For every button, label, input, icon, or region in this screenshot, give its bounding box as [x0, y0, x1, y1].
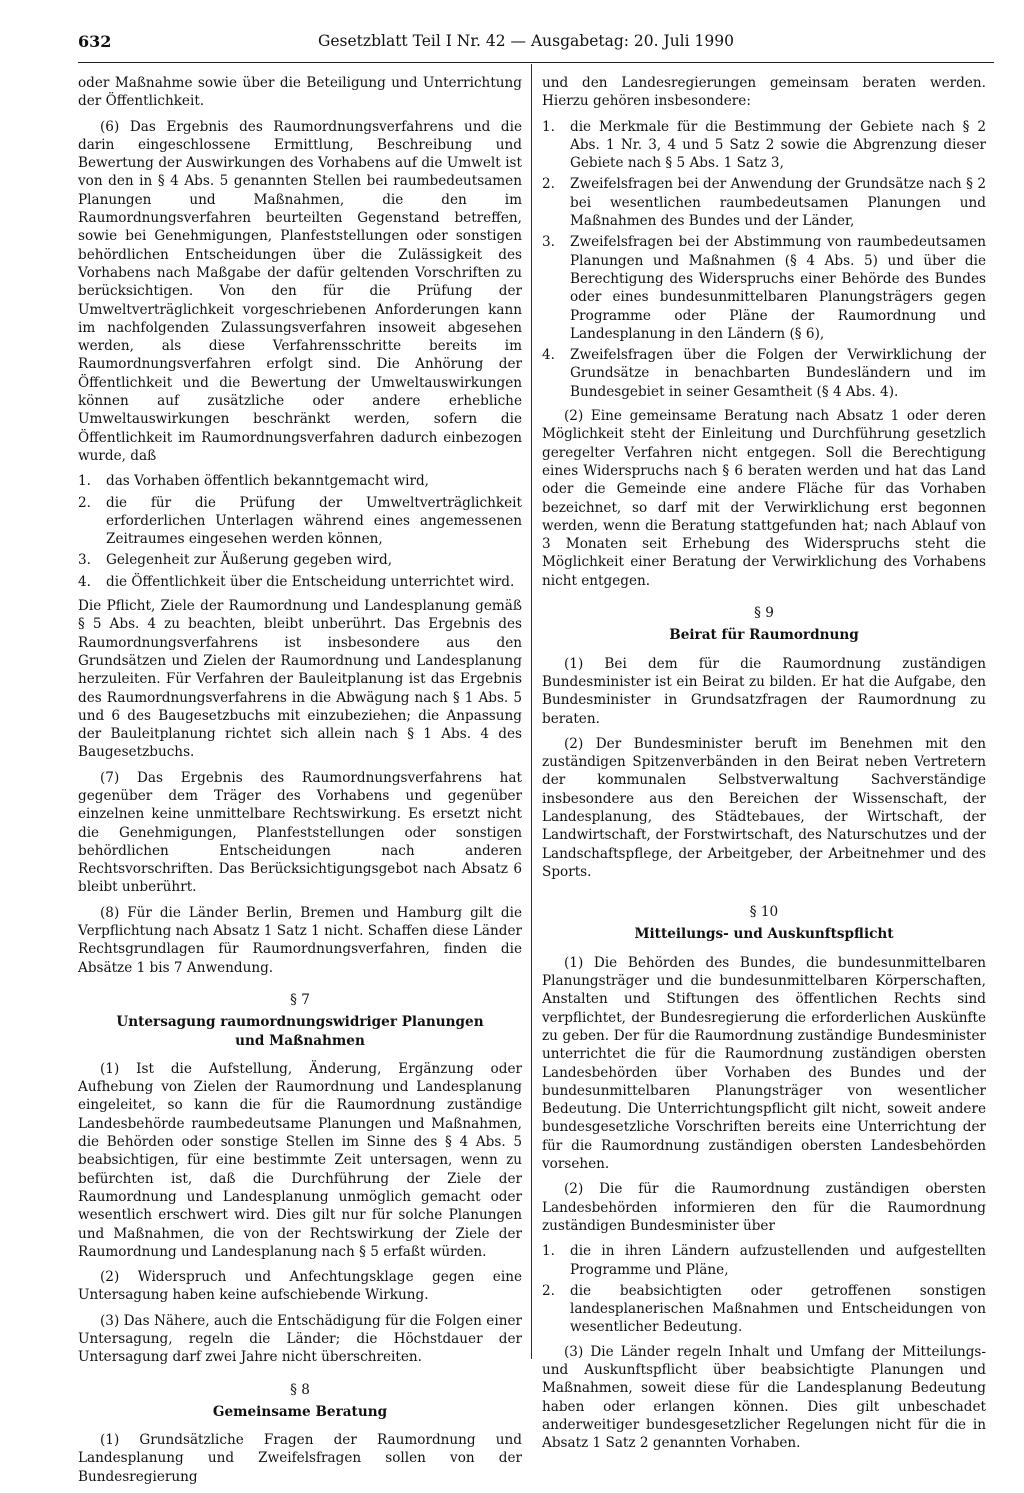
section-10-paragraph-2: (2) Die für die Raumordnung zuständigen obersten Landesbehörden informieren den für die Raumordnung zuständigen Bundesminister über [542, 1181, 986, 1234]
section-9-paragraph-2: (2) Der Bundesminister beruft im Benehmen mit den zuständigen Spitzenverbänden in den Beirat neben Vertretern der kommunalen Selbstverwaltung Sachverständige insbesondere aus den Bereichen der Wissenschaft, der Landesplanung, des Städtebaues, der Wirtschaft, der Landwirtschaft, der Forstwirtschaft, des Naturschutzes und der Landschaftspflege, der Arbeitgeber, der Arbeitnehmer und des Sports. [542, 735, 986, 880]
paragraph-continuation: oder Maßnahme sowie über die Beteiligung und Unterrichtung der Öffentlichkeit. [78, 75, 522, 110]
list-item [78, 551, 522, 569]
list-item [542, 346, 986, 401]
header-title: Gesetzblatt Teil I Nr. 42 — Ausgabetag: 20. Juli 1990 [318, 32, 734, 50]
paragraph-6: (6) Das Ergebnis des Raumordnungsverfahrens und die darin eingeschlossene Ermittlung, Beschreibung und Bewertung der Auswirkungen des Vorhabens auf die Umwelt ist von den in § 4 Abs. 5 genannten Stellen bei raumbedeutsamen Planungen und Maßnahmen, die den im Raumordnungsverfahren beurteilten Gegenstand betreffen, sowie bei Genehmigungen, Planfeststellungen oder sonstigen behördlichen Entscheidungen über die Zulässigkeit des Vorhabens nach Maßgabe der dafür geltenden Vorschriften zu berücksichtigen. Von den für die Prüfung der Umweltverträglichkeit vorgeschriebenen Anforderungen kann im nachfolgenden Zulassungsverfahren insoweit abgesehen werden, als diese Verfahrensschritte bereits im Raumordnungsverfahren erfolgt sind. Die Anhörung der Öffentlichkeit und die Bewertung der Umweltauswirkungen können auf zusätzliche oder andere erhebliche Umweltauswirkungen beschränkt werden, sofern die Öffentlichkeit im Raumordnungsverfahren dadurch einbezogen wurde, daß [78, 118, 522, 464]
list-item [78, 573, 522, 591]
list-text: die Merkmale für die Bestimmung der Gebiete nach § 2 Abs. 1 Nr. 3, 4 und 5 Satz 2 sowie die Abgrenzung dieser Gebiete nach § 5 Abs. 1 Satz 3, [570, 118, 986, 172]
list-text: Zweifelsfragen bei der Abstimmung von raumbedeutsamen Planungen und Maßnahmen (§ 4 Abs. 5) und über die Berechtigung des Widerspruchs einer Behörde des Bundes oder eines bundesunmittelbaren Planungsträgers gegen Programme oder Pläne der Raumordnung und Landesplanung in den Ländern (§ 6), [570, 234, 986, 342]
section-7-title-line-1: Untersagung raumordnungswidriger Planungen [116, 1014, 484, 1031]
right-column [542, 74, 986, 1459]
list-number: 2. [542, 1282, 555, 1299]
page-header [78, 32, 994, 58]
list-item [542, 1282, 986, 1337]
section-9-paragraph-1: (1) Bei dem für die Raumordnung zuständigen Bundesminister ist ein Beirat zu bilden. Er hat die Aufgabe, den Bundesminister in Grundsatzfragen der Raumordnung zu beraten. [542, 655, 986, 727]
section-7-paragraph-3: (3) Das Nähere, auch die Entschädigung für die Folgen einer Untersagung, regeln die Länder; die Höchstdauer der Untersagung darf zwei Jahre nicht überschreiten. [78, 1312, 522, 1366]
paragraph-6b: Die Pflicht, Ziele der Raumordnung und Landesplanung gemäß § 5 Abs. 4 zu beachten, bleibt unberührt. Das Ergebnis des Raumordnungsverfahrens ist insbesondere aus den Grundsätzen und Zielen der Raumordnung und Landesplanung herzuleiten. Für Verfahren der Bauleitplanung ist das Ergebnis des Raumordnungsverfahrens in die Abwägung nach § 1 Abs. 5 und 6 des Baugesetzbuchs mit einzubeziehen; die Anpassung der Bauleitplanung richtet sich allein nach § 1 Abs. 4 des Baugesetzbuchs. [78, 598, 522, 761]
list-10 [542, 1242, 986, 1336]
list-item [542, 118, 986, 173]
page-number: 632 [78, 32, 112, 51]
list-text: Zweifelsfragen bei der Anwendung der Grundsätze nach § 2 bei wesentlichen raumbedeutsamen Planungen und Maßnahmen des Bundes und der Länder, [570, 176, 986, 230]
list-number: 1. [78, 473, 91, 490]
section-7-heading: § 7 [290, 991, 310, 1008]
list-item [78, 494, 522, 549]
header-rule [78, 62, 994, 63]
section-8-title: Gemeinsame Beratung [212, 1403, 388, 1420]
section-10-title: Mitteilungs- und Auskunftspflicht [634, 926, 894, 943]
list-number: 3. [78, 552, 91, 569]
list-text: die in ihren Ländern aufzustellenden und aufgestellten Programme und Pläne, [570, 1243, 986, 1278]
list-item [542, 233, 986, 343]
column-divider [531, 64, 532, 1359]
left-column [78, 74, 522, 1493]
list-text: Gelegenheit zur Äußerung gegeben wird, [106, 552, 393, 569]
section-8-paragraph-1: (1) Grundsätzliche Fragen der Raumordnung und Landesplanung und Zweifelsfragen sollen von der Bundesregierung [78, 1432, 522, 1485]
section-7-title-line-2: und Maßnahmen [235, 1032, 365, 1049]
section-7-title [78, 1013, 522, 1050]
list-item [542, 1242, 986, 1279]
list-number: 2. [542, 176, 555, 193]
list-text: die Öffentlichkeit über die Entscheidung unterrichtet wird. [106, 573, 515, 590]
paragraph-8: (8) Für die Länder Berlin, Bremen und Hamburg gilt die Verpflichtung nach Absatz 1 Satz 1 nicht. Schaffen diese Länder Rechtsgrundlagen für Raumordnungsverfahren, finden die Absätze 1 bis 7 Anwendung. [78, 904, 522, 976]
section-10-heading: § 10 [749, 904, 779, 921]
list-number: 3. [542, 234, 555, 251]
section-10-paragraph-1: (1) Die Behörden des Bundes, die bundesunmittelbaren Planungsträger und die bundesunmittelbaren Körperschaften, Anstalten und Stiftungen des öffentlichen Rechts sind verpflichtet, der Bundesregierung die erforderlichen Auskünfte zu geben. Der für die Raumordnung zuständige Bundesminister unterrichtet die für die Raumordnung zuständigen obersten Landesbehörden über Vorhaben des Bundes und der bundesunmittelbaren Planungsträger von wesentlicher Bedeutung. Die Unterrichtungspflicht gilt nicht, soweit andere bundesgesetzliche Vorschriften bereits eine Unterrichtung der für die Raumordnung zuständigen obersten Landesbehörden vorsehen. [542, 954, 986, 1173]
list-number: 4. [542, 347, 555, 364]
paragraph-7: (7) Das Ergebnis des Raumordnungsverfahrens hat gegenüber dem Träger des Vorhabens und gegenüber einzelnen keine unmittelbare Rechtswirkung. Es ersetzt nicht die Genehmigungen, Planfeststellungen oder sonstigen behördlichen Entscheidungen nach anderen Rechtsvorschriften. Das Berücksichtigungsgebot nach Absatz 6 bleibt unberührt. [78, 769, 522, 896]
paragraph-continuation: und den Landesregierungen gemeinsam beraten werden. Hierzu gehören insbesondere: [542, 75, 986, 110]
list-number: 1. [542, 1243, 555, 1260]
section-10-paragraph-3: (3) Die Länder regeln Inhalt und Umfang der Mitteilungs- und Auskunftspflicht über beabsichtigte Planungen und Maßnahmen, soweit diese für die Landesplanung Bedeutung haben oder erlangen können. Dies gilt unbeschadet anderweitiger bundesgesetzlicher Regelungen nicht für die in Absatz 1 Satz 2 genannten Vorhaben. [542, 1343, 986, 1452]
section-9-heading: § 9 [754, 605, 774, 622]
list-item [78, 472, 522, 490]
list-number: 2. [78, 494, 91, 511]
list-number: 4. [78, 573, 91, 590]
section-9-title: Beirat für Raumordnung [669, 627, 859, 644]
section-8-heading: § 8 [290, 1381, 310, 1398]
list-8 [542, 118, 986, 401]
section-7-paragraph-2: (2) Widerspruch und Anfechtungsklage gegen eine Untersagung haben keine aufschiebende Wirkung. [78, 1269, 522, 1304]
list-text: die beabsichtigten oder getroffenen sonstigen landesplanerischen Maßnahmen und Entscheidungen von wesentlicher Bedeutung. [570, 1282, 986, 1336]
list-text: das Vorhaben öffentlich bekanntgemacht wird, [106, 473, 429, 490]
list-text: Zweifelsfragen über die Folgen der Verwirklichung der Grundsätze in benachbarten Bundesländern und im Bundesgebiet in seiner Gesamtheit (§ 4 Abs. 4). [570, 347, 986, 400]
list-6 [78, 472, 522, 591]
list-number: 1. [542, 118, 555, 135]
list-item [542, 175, 986, 230]
section-8-paragraph-2: (2) Eine gemeinsame Beratung nach Absatz 1 oder deren Möglichkeit steht der Einleitung und Durchführung gesetzlich geregelter Verfahren nicht entgegen. Soll die Berechtigung eines Widerspruchs nach § 6 beraten werden und hat das Land oder die Gemeinde eine andere Fläche für das Vorhaben bezeichnet, so darf mit der Verwirklichung erst begonnen werden, wenn die Beratung stattgefunden hat; nach Ablauf von 3 Monaten seit Erhebung des Widerspruchs steht die Möglichkeit einer Beratung der Verwirklichung des Vorhabens nicht entgegen. [542, 408, 986, 589]
list-text: die für die Prüfung der Umweltverträglichkeit erforderlichen Unterlagen während eines angemessenen Zeitraumes eingesehen werden können, [106, 494, 522, 548]
section-7-paragraph-1: (1) Ist die Aufstellung, Änderung, Ergänzung oder Aufhebung von Zielen der Raumordnung und Landesplanung eingeleitet, so kann die für die Raumordnung zuständige Landesbehörde raumbedeutsame Planungen und Maßnahmen, die Behörden oder sonstige Stellen im Sinne des § 4 Abs. 5 beabsichtigen, für eine bestimmte Zeit untersagen, wenn zu befürchten ist, daß die Durchführung der Ziele der Raumordnung und Landesplanung unmöglich gemacht oder wesentlich erschwert wird. Dies gilt nur für solche Planungen und Maßnahmen, die von der Rechtswirkung der Ziele der Raumordnung und Landesplanung nach § 5 erfaßt würden. [78, 1060, 522, 1260]
